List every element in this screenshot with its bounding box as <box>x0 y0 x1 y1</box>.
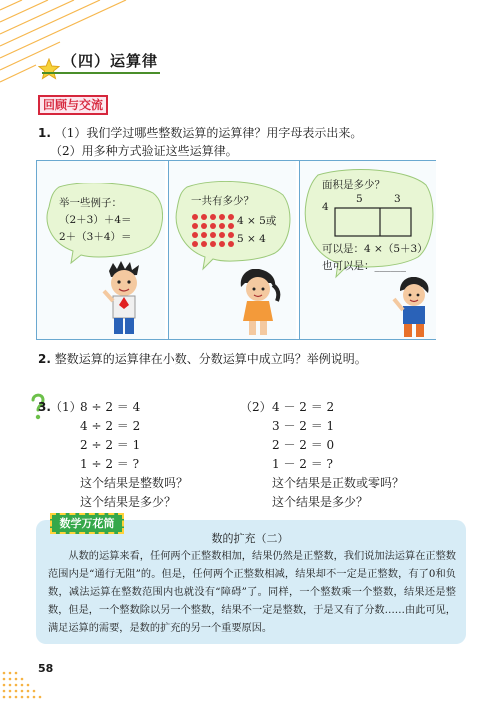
left-line-6: 这个结果是多少？ <box>80 495 177 509</box>
section-title: （四）运算律 <box>62 52 159 70</box>
area-way-2: 也可以是：______ <box>322 260 406 272</box>
question-2 <box>38 350 367 367</box>
star-icon <box>38 58 60 80</box>
question-1-part1-text: （1）我们学过哪些整数运算的运算律？用字母表示出来。 <box>54 126 363 140</box>
right-line-6: 这个结果是多少？ <box>272 495 369 509</box>
area-way-1: 可以是：4 ×（5＋3） <box>322 243 428 255</box>
example-line-1: 举一些例子： <box>59 197 122 209</box>
area-rectangle <box>334 207 412 237</box>
right-line-3: 2 － 2 ＝ 0 <box>272 438 335 452</box>
area-side-4: 4 <box>322 201 329 213</box>
right-line-1: 4 － 2 ＝ 2 <box>272 400 335 414</box>
question-1-number: 1. <box>38 126 51 140</box>
girl-illustration <box>235 269 281 337</box>
review-tag: 回顾与交流 <box>38 95 108 115</box>
dot-array <box>191 213 235 249</box>
right-line-5: 这个结果是正数或零吗？ <box>272 476 405 490</box>
feature-title: 数的扩充（二） <box>211 532 289 545</box>
corner-stripe-decoration <box>0 0 130 90</box>
left-line-3: 2 ÷ 2 ＝ 1 <box>80 438 141 452</box>
example-line-3: 2＋（3＋4）＝ <box>59 231 132 243</box>
left-line-4: 1 ÷ 2 ＝ ? <box>80 457 140 471</box>
question-3-number: 3. <box>38 400 51 414</box>
question-3-right-column <box>272 398 404 512</box>
panel-array <box>168 161 296 339</box>
feature-tag: 数学万花筒 <box>50 513 124 534</box>
boy-illustration <box>99 261 149 339</box>
question-2-number: 2. <box>38 352 51 366</box>
question-1-part1 <box>38 124 362 141</box>
question-2-text: 整数运算的运算律在小数、分数运算中成立吗？举例说明。 <box>54 352 367 366</box>
question-3-left-label: （1） <box>50 400 82 414</box>
area-question: 面积是多少？ <box>322 179 385 191</box>
panel-examples <box>37 161 165 339</box>
question-1-part2: （2）用多种方式验证这些运算律。 <box>50 144 238 158</box>
right-line-2: 3 － 2 ＝ 1 <box>272 419 335 433</box>
left-line-5: 这个结果是整数吗？ <box>80 476 189 490</box>
page-number: 58 <box>38 662 54 675</box>
array-expr-1: 4 × 5或 <box>237 215 277 227</box>
left-line-1: 8 ÷ 2 ＝ 4 <box>80 400 141 414</box>
boy-illustration-2 <box>392 277 436 339</box>
right-line-4: 1 － 2 ＝ ? <box>272 457 333 471</box>
array-expr-2: 5 × 4 <box>237 233 266 245</box>
example-line-2: （2＋3）＋4＝ <box>59 214 132 226</box>
area-top-3: 3 <box>394 193 401 205</box>
question-3-right-label: （2） <box>240 400 272 414</box>
panel-area <box>299 161 436 339</box>
area-top-5: 5 <box>356 193 363 205</box>
question-3-left-column <box>80 398 188 512</box>
illustration-panels <box>36 160 436 340</box>
array-question: 一共有多少？ <box>191 195 254 207</box>
left-line-2: 4 ÷ 2 ＝ 2 <box>80 419 141 433</box>
title-underline <box>42 72 160 74</box>
feature-text: 从数的运算来看，任何两个正整数相加，结果仍然是正整数，我们说加法运算在正整数范围内是“通行无阻”的。但是，任何两个正整数相减，结果却不一定是正整数，有了0和负数，减法运算在整数范围内也就没有“障碍”了。同样，一个整数乘一个整数，结果还是整数，但是，一个整数除以另一个整数，结果不一定是整数，于是又有了分数……由此可见，满足运算的需要，是数的扩充的另一个重要原因。 <box>48 551 456 634</box>
